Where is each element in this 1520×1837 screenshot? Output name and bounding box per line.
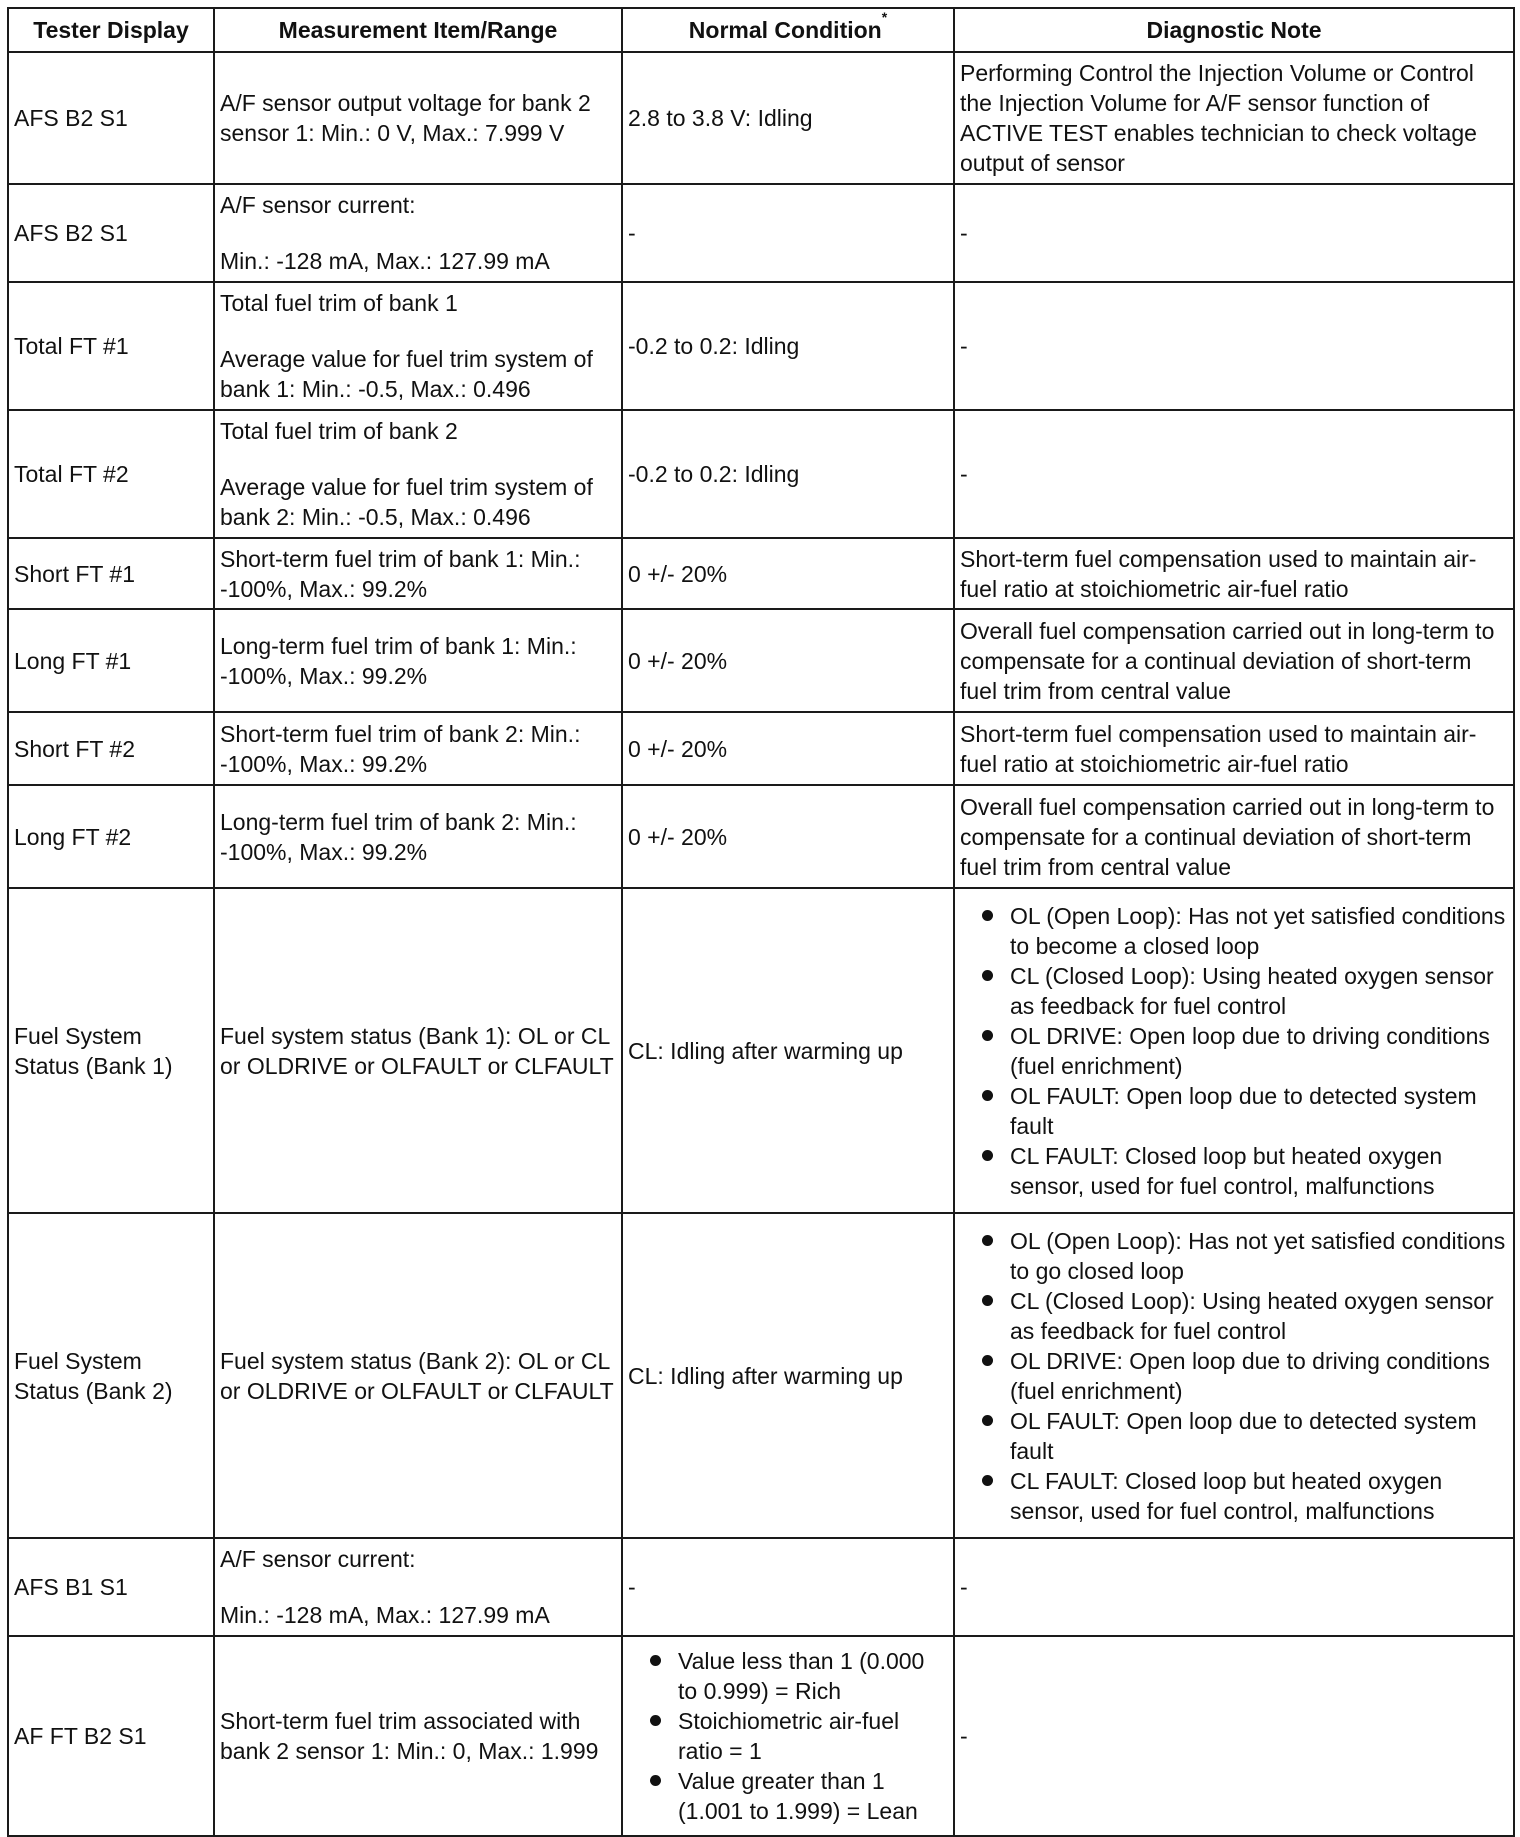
- header-measurement: Measurement Item/Range: [214, 8, 622, 52]
- diagnostic-note-cell: -: [954, 184, 1514, 282]
- table-row: [8, 1538, 1514, 1636]
- measurement-line: Average value for fuel trim system of bank 1: Min.: -0.5, Max.: 0.496: [220, 346, 593, 402]
- measurement-line: Min.: -128 mA, Max.: 127.99 mA: [220, 248, 550, 274]
- normal-condition-cell: -: [622, 184, 954, 282]
- bullet-icon: [982, 1090, 993, 1101]
- diagnostic-note-cell: -: [954, 1538, 1514, 1636]
- tester-display-cell: Short FT #2: [8, 712, 214, 785]
- measurement-line: A/F sensor current:: [220, 192, 416, 218]
- list-item: CL FAULT: Closed loop but heated oxygen sensor, used for fuel control, malfunctions: [960, 1466, 1508, 1526]
- list-item: OL DRIVE: Open loop due to driving conditions (fuel enrichment): [960, 1346, 1508, 1406]
- diagnostic-note-cell: [954, 1213, 1514, 1538]
- table-row: [8, 712, 1514, 785]
- normal-condition-cell: [622, 1636, 954, 1836]
- table-row: [8, 282, 1514, 410]
- tester-display-cell: AFS B1 S1: [8, 1538, 214, 1636]
- measurement-line: Average value for fuel trim system of bank 2: Min.: -0.5, Max.: 0.496: [220, 474, 593, 530]
- diagnostic-note-cell: Short-term fuel compensation used to maintain air-fuel ratio at stoichiometric air-fuel ratio: [954, 538, 1514, 609]
- measurement-cell: Fuel system status (Bank 2): OL or CL or OLDRIVE or OLFAULT or CLFAULT: [214, 1213, 622, 1538]
- list-item: CL (Closed Loop): Using heated oxygen sensor as feedback for fuel control: [960, 961, 1508, 1021]
- list-item: Stoichiometric air-fuel ratio = 1: [628, 1706, 948, 1766]
- bullet-icon: [982, 1355, 993, 1366]
- list-item: Value greater than 1 (1.001 to 1.999) = Lean: [628, 1766, 948, 1826]
- bullet-list: [960, 901, 1508, 1201]
- header-diagnostic-note: Diagnostic Note: [954, 8, 1514, 52]
- tester-display-cell: Total FT #1: [8, 282, 214, 410]
- measurement-line: Total fuel trim of bank 2: [220, 418, 458, 444]
- measurement-cell: Long-term fuel trim of bank 1: Min.: -100%, Max.: 99.2%: [214, 609, 622, 712]
- table-row: [8, 609, 1514, 712]
- normal-condition-cell: 0 +/- 20%: [622, 785, 954, 888]
- table-row: [8, 1636, 1514, 1836]
- table-row: [8, 785, 1514, 888]
- tester-display-cell: AF FT B2 S1: [8, 1636, 214, 1836]
- measurement-cell: [214, 410, 622, 538]
- normal-condition-cell: -0.2 to 0.2: Idling: [622, 282, 954, 410]
- list-item: CL FAULT: Closed loop but heated oxygen sensor, used for fuel control, malfunctions: [960, 1141, 1508, 1201]
- diagnostic-note-cell: Overall fuel compensation carried out in long-term to compensate for a continual deviation of short-term fuel trim from central value: [954, 609, 1514, 712]
- table-row: [8, 184, 1514, 282]
- bullet-icon: [650, 1715, 661, 1726]
- tester-display-cell: Fuel System Status (Bank 1): [8, 888, 214, 1213]
- measurement-cell: [214, 282, 622, 410]
- normal-condition-cell: 0 +/- 20%: [622, 712, 954, 785]
- bullet-icon: [982, 1235, 993, 1246]
- bullet-list: [960, 1226, 1508, 1526]
- normal-condition-cell: 0 +/- 20%: [622, 609, 954, 712]
- bullet-icon: [982, 1475, 993, 1486]
- tester-display-cell: Fuel System Status (Bank 2): [8, 1213, 214, 1538]
- measurement-cell: Short-term fuel trim of bank 1: Min.: -100%, Max.: 99.2%: [214, 538, 622, 609]
- list-item: OL (Open Loop): Has not yet satisfied conditions to become a closed loop: [960, 901, 1508, 961]
- list-item: OL (Open Loop): Has not yet satisfied conditions to go closed loop: [960, 1226, 1508, 1286]
- diagnostic-note-cell: -: [954, 282, 1514, 410]
- table-row: [8, 888, 1514, 1213]
- diagnostic-note-cell: Performing Control the Injection Volume or Control the Injection Volume for A/F sensor function of ACTIVE TEST enables technician to check voltage output of sensor: [954, 52, 1514, 184]
- tester-display-cell: AFS B2 S1: [8, 184, 214, 282]
- tester-display-cell: AFS B2 S1: [8, 52, 214, 184]
- bullet-list: [628, 1646, 948, 1826]
- table-row: [8, 1213, 1514, 1538]
- normal-condition-cell: CL: Idling after warming up: [622, 1213, 954, 1538]
- list-item: OL DRIVE: Open loop due to driving conditions (fuel enrichment): [960, 1021, 1508, 1081]
- table-row: [8, 52, 1514, 184]
- data-list-table: [7, 7, 1515, 1837]
- normal-condition-cell: -: [622, 1538, 954, 1636]
- bullet-icon: [982, 1150, 993, 1161]
- list-item: OL FAULT: Open loop due to detected system fault: [960, 1081, 1508, 1141]
- table-row: [8, 410, 1514, 538]
- diagnostic-note-cell: [954, 888, 1514, 1213]
- list-item: Value less than 1 (0.000 to 0.999) = Rich: [628, 1646, 948, 1706]
- measurement-cell: Long-term fuel trim of bank 2: Min.: -100%, Max.: 99.2%: [214, 785, 622, 888]
- tester-display-cell: Long FT #2: [8, 785, 214, 888]
- measurement-cell: [214, 1538, 622, 1636]
- header-tester-display: Tester Display: [8, 8, 214, 52]
- tester-display-cell: Total FT #2: [8, 410, 214, 538]
- bullet-icon: [650, 1655, 661, 1666]
- list-item: CL (Closed Loop): Using heated oxygen sensor as feedback for fuel control: [960, 1286, 1508, 1346]
- list-item: OL FAULT: Open loop due to detected system fault: [960, 1406, 1508, 1466]
- bullet-icon: [982, 1030, 993, 1041]
- measurement-line: Total fuel trim of bank 1: [220, 290, 458, 316]
- table-row: [8, 538, 1514, 609]
- measurement-cell: Short-term fuel trim associated with bank 2 sensor 1: Min.: 0, Max.: 1.999: [214, 1636, 622, 1836]
- bullet-icon: [982, 910, 993, 921]
- diagnostic-note-cell: Short-term fuel compensation used to maintain air-fuel ratio at stoichiometric air-fuel ratio: [954, 712, 1514, 785]
- footnote-mark: *: [881, 9, 888, 25]
- measurement-cell: Fuel system status (Bank 1): OL or CL or OLDRIVE or OLFAULT or CLFAULT: [214, 888, 622, 1213]
- diagnostic-note-cell: -: [954, 1636, 1514, 1836]
- bullet-icon: [982, 1295, 993, 1306]
- diagnostic-note-cell: Overall fuel compensation carried out in long-term to compensate for a continual deviation of short-term fuel trim from central value: [954, 785, 1514, 888]
- tester-display-cell: Long FT #1: [8, 609, 214, 712]
- measurement-line: A/F sensor current:: [220, 1546, 416, 1572]
- header-row: [8, 8, 1514, 52]
- normal-condition-cell: 0 +/- 20%: [622, 538, 954, 609]
- header-normal-condition: Normal Condition*: [622, 8, 954, 52]
- measurement-cell: A/F sensor output voltage for bank 2 sensor 1: Min.: 0 V, Max.: 7.999 V: [214, 52, 622, 184]
- bullet-icon: [982, 970, 993, 981]
- bullet-icon: [650, 1775, 661, 1786]
- measurement-cell: [214, 184, 622, 282]
- diagnostic-note-cell: -: [954, 410, 1514, 538]
- measurement-cell: Short-term fuel trim of bank 2: Min.: -100%, Max.: 99.2%: [214, 712, 622, 785]
- normal-condition-cell: 2.8 to 3.8 V: Idling: [622, 52, 954, 184]
- normal-condition-cell: -0.2 to 0.2: Idling: [622, 410, 954, 538]
- bullet-icon: [982, 1415, 993, 1426]
- measurement-line: Min.: -128 mA, Max.: 127.99 mA: [220, 1602, 550, 1628]
- normal-condition-cell: CL: Idling after warming up: [622, 888, 954, 1213]
- tester-display-cell: Short FT #1: [8, 538, 214, 609]
